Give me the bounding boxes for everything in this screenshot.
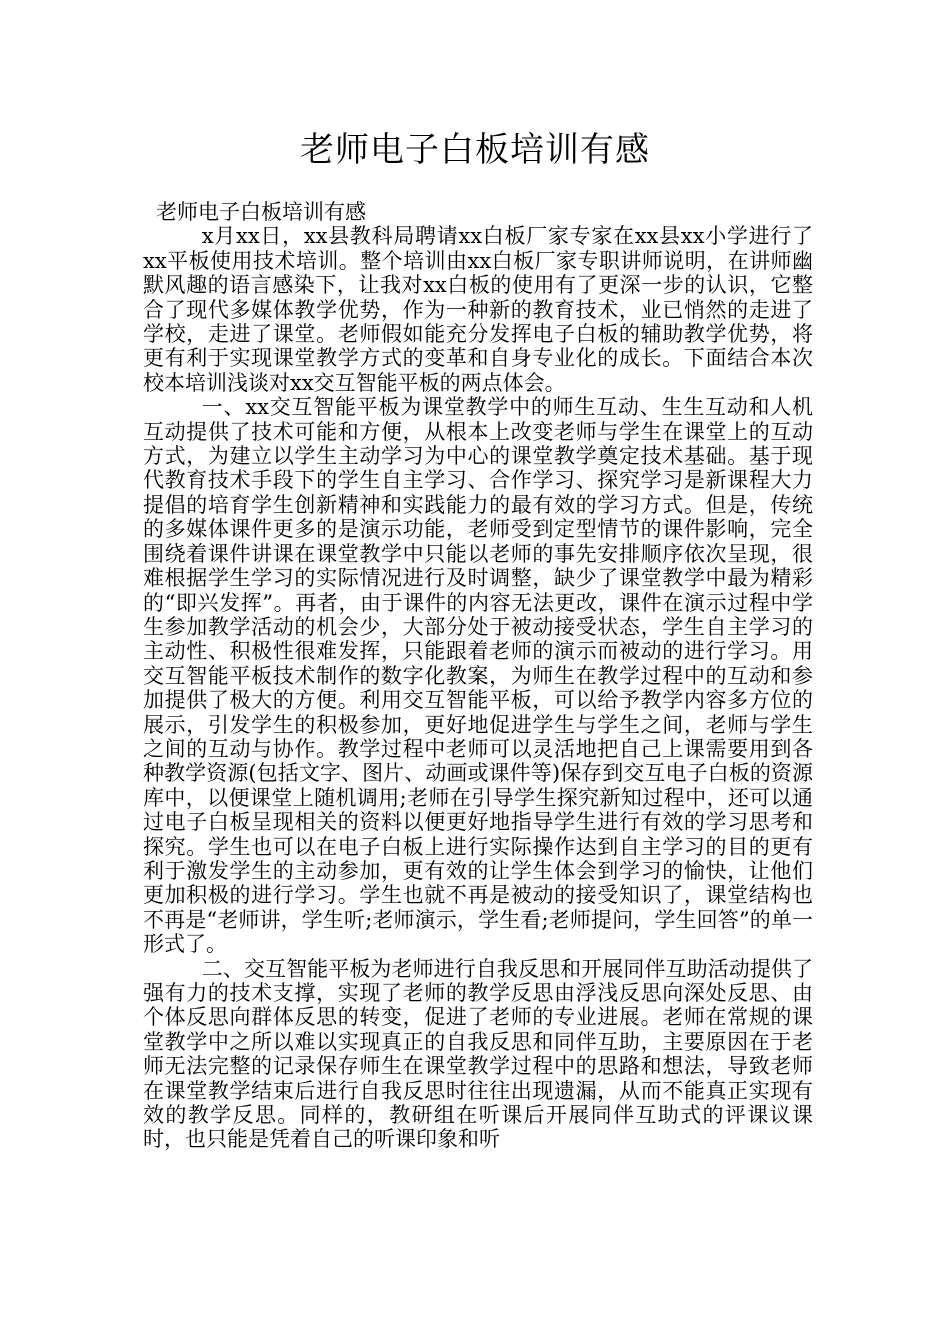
document-body [143, 200, 813, 1152]
paragraph-point-one: 一、xx交互智能平板为课堂教学中的师生互动、生生互动和人机互动提供了技术可能和方便，从根本上改变老师与学生在课堂上的互动方式，为建立以学生主动学习为中心的课堂教学奠定技术基础。基于现代教育技术手段下的学生自主学习、合作学习、探究学习是新课程大力提倡的培育学生创新精神和实践能力的最有效的学习方式。但是，传统的多媒体课件更多的是演示功能，老师受到定型情节的课件影响，完全围绕着课件讲课在课堂教学中只能以老师的事先安排顺序依次呈现，很难根据学生学习的实际情况进行及时调整，缺少了课堂教学中最为精彩的“即兴发挥”。再者，由于课件的内容无法更改，课件在演示过程中学生参加教学活动的机会少，大部分处于被动接受状态，学生自主学习的主动性、积极性很难发挥，只能跟着老师的演示而被动的进行学习。用交互智能平板技术制作的数字化教案，为师生在教学过程中的互动和参加提供了极大的方便。利用交互智能平板，可以给予教学内容多方位的展示，引发学生的积极参加，更好地促进学生与学生之间，老师与学生之间的互动与协作。教学过程中老师可以灵活地把自己上课需要用到各种教学资源(包括文字、图片、动画或课件等)保存到交互电子白板的资源库中，以便课堂上随机调用;老师在引导学生探究新知过程中，还可以通过电子白板呈现相关的资料以便更好地指导学生进行有效的学习思考和探究。学生也可以在电子白板上进行实际操作达到自主学习的目的更有利于激发学生的主动参加，更有效的让学生体会到学习的愉快，让他们更加积极的进行学习。学生也就不再是被动的接受知识了，课堂结构也不再是“老师讲，学生听;老师演示，学生看;老师提问，学生回答”的单一形式了。 [143, 395, 813, 957]
document-subtitle: 老师电子白板培训有感 [156, 200, 366, 224]
paragraph-point-two: 二、交互智能平板为老师进行自我反思和开展同伴互助活动提供了强有力的技术支撑，实现了老师的教学反思由浮浅反思向深处反思、由个体反思向群体反思的转变，促进了老师的专业进展。老师在常规的课堂教学中之所以难以实现真正的自我反思和同伴互助，主要原因在于老师无法完整的记录保存师生在课堂教学过程中的思路和想法，导致老师在课堂教学结束后进行自我反思时往往出现遗漏，从而不能真正实现有效的教学反思。同样的，教研组在听课后开展同伴互助式的评课议课时，也只能是凭着自己的听课印象和听 [143, 956, 813, 1152]
paragraph-intro: x月xx日，xx县教科局聘请xx白板厂家专家在xx县xx小学进行了xx平板使用技术培训。整个培训由xx白板厂家专职讲师说明，在讲师幽默风趣的语言感染下，让我对xx白板的使用有了更深一步的认识，它整合了现代多媒体教学优势，作为一种新的教育技术，业已悄然的走进了学校，走进了课堂。老师假如能充分发挥电子白板的辅助教学优势，将更有利于实现课堂教学方式的变革和自身专业化的成长。下面结合本次校本培训浅谈对xx交互智能平板的两点体会。 [143, 224, 813, 395]
document-title: 老师电子白板培训有感 [300, 130, 650, 170]
